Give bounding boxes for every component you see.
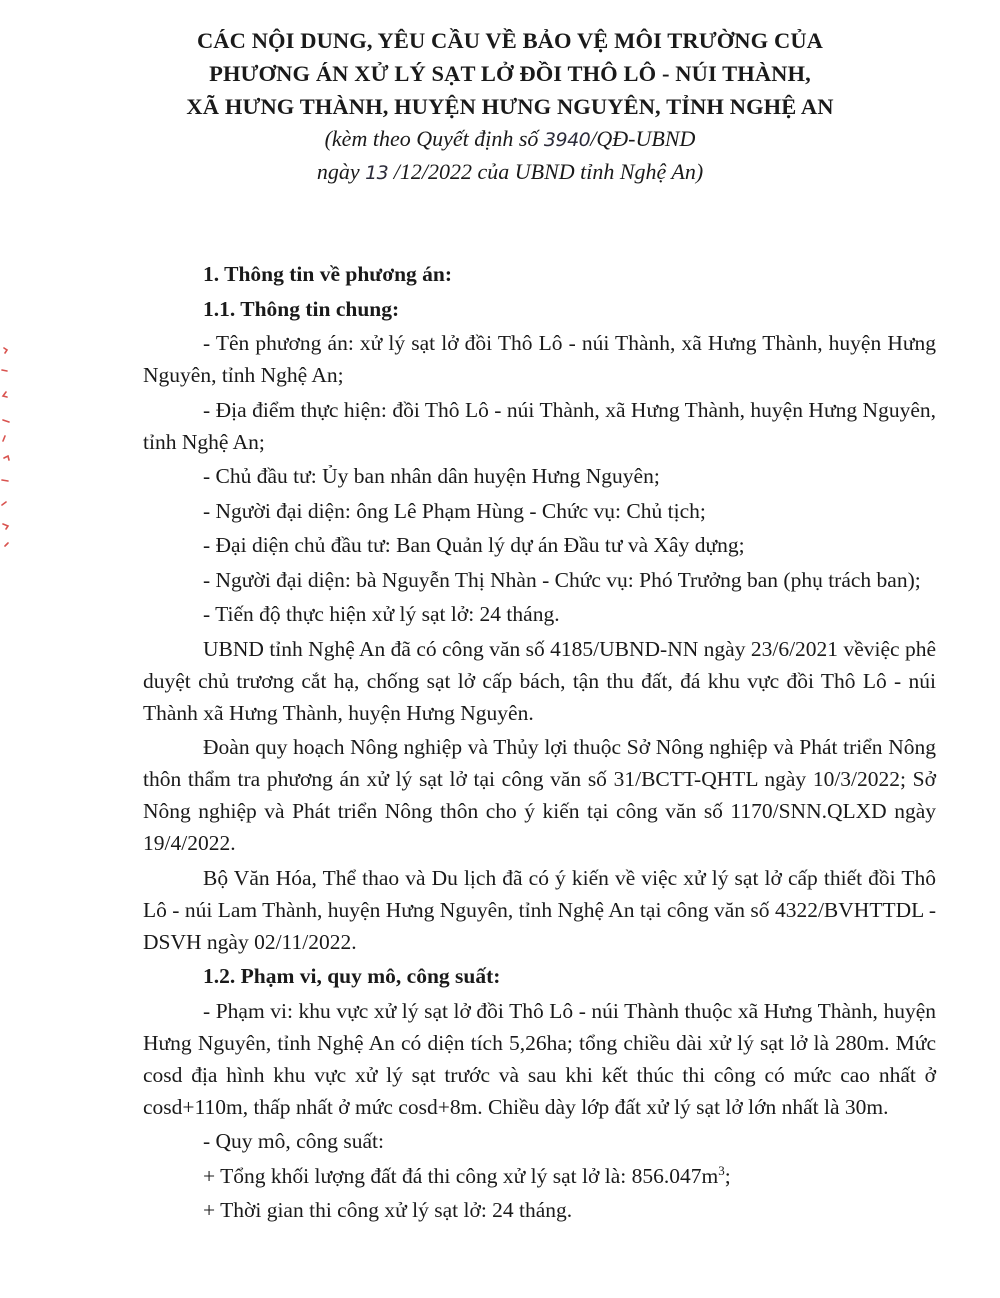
margin-seal-marks: [0, 340, 14, 560]
scale-label: - Quy mô, công suất:: [203, 1129, 384, 1153]
paragraph-ubnd-letter: UBND tỉnh Nghệ An đã có công văn số 4185/UBND-NN ngày 23/6/2021 vềviệc phê duyệt chủ trương cắt hạ, chống sạt lở cấp bách, tận thu đất, đá khu vực đồi Thô Lô - núi Thành xã Hưng Thành, huyện Hưng Nguyên.: [143, 636, 936, 725]
section-1-heading: 1. Thông tin về phương án:: [203, 262, 453, 286]
decision-number-handwritten: 3940: [543, 129, 591, 151]
paragraph-ministry-opinion: Bộ Văn Hóa, Thể thao và Du lịch đã có ý kiến về việc xử lý sạt lở cấp thiết đồi Thô Lô - núi Lam Thành, huyện Hưng Nguyên, tỉnh Nghệ An tại công văn số 4322/BVHTTDL - DSVH ngày 02/11/2022.: [143, 865, 936, 954]
volume-unit-exponent: 3: [718, 1162, 725, 1178]
document-header: [130, 24, 890, 189]
title-line-1: CÁC NỘI DUNG, YÊU CẦU VỀ BẢO VỆ MÔI TRƯỜNG CỦA: [196, 28, 824, 53]
attachment-prefix: (kèm theo Quyết định số: [324, 126, 544, 151]
date-line: [130, 156, 890, 189]
info-item-investor-agent: - Đại diện chủ đầu tư: Ban Quản lý dự án Đầu tư và Xây dựng;: [203, 533, 745, 557]
scope-paragraph: - Phạm vi: khu vực xử lý sạt lở đồi Thô Lô - núi Thành thuộc xã Hưng Thành, huyện Hưng Nguyên, tỉnh Nghệ An có diện tích 5,26ha; tổng chiều dài xử lý sạt lở là 280m. Mức cosd địa hình khu vực xử lý sạt trước và sau khi kết thúc thi công có mức cao nhất ở cosd+110m, thấp nhất ở mức cosd+8m. Chiều dày lớp đất xử lý sạt lở lớn nhất là 30m.: [143, 998, 936, 1119]
info-item-name: - Tên phương án: xử lý sạt lở đồi Thô Lô - núi Thành, xã Hưng Thành, huyện Hưng Nguyên, tỉnh Nghệ An;: [143, 331, 936, 387]
section-1-2-heading: 1.2. Phạm vi, quy mô, công suất:: [203, 964, 501, 988]
attachment-line: [130, 123, 890, 156]
day-handwritten: 13: [365, 162, 389, 184]
info-item-schedule: - Tiến độ thực hiện xử lý sạt lở: 24 tháng.: [203, 602, 560, 626]
volume-end: ;: [724, 1163, 731, 1188]
info-item-investor: - Chủ đầu tư: Ủy ban nhân dân huyện Hưng Nguyên;: [203, 464, 660, 488]
info-item-agent-representative: - Người đại diện: bà Nguyễn Thị Nhàn - Chức vụ: Phó Trưởng ban (phụ trách ban);: [203, 567, 921, 592]
title-line-2: PHƯƠNG ÁN XỬ LÝ SẠT LỞ ĐỒI THÔ LÔ - NÚI THÀNH,: [209, 61, 811, 86]
paragraph-planning-review: Đoàn quy hoạch Nông nghiệp và Thủy lợi thuộc Sở Nông nghiệp và Phát triển Nông thôn thẩm tra phương án xử lý sạt lở tại công văn số 31/BCTT-QHTL ngày 10/3/2022; Sở Nông nghiệp và Phát triển Nông thôn cho ý kiến tại công văn số 1170/SNN.QLXD ngày 19/4/2022.: [143, 735, 936, 855]
document-body: [143, 258, 936, 1229]
info-item-representative: - Người đại diện: ông Lê Phạm Hùng - Chức vụ: Chủ tịch;: [203, 498, 706, 523]
duration-item: + Thời gian thi công xử lý sạt lở: 24 tháng.: [203, 1198, 573, 1222]
section-1-1-heading: 1.1. Thông tin chung:: [203, 296, 400, 321]
info-item-location: - Địa điểm thực hiện: đồi Thô Lô - núi Thành, xã Hưng Thành, huyện Hưng Nguyên, tỉnh Nghệ An;: [143, 397, 936, 454]
volume-text: + Tổng khối lượng đất đá thi công xử lý sạt lở là: 856.047m: [203, 1163, 719, 1188]
title-line-3: XÃ HƯNG THÀNH, HUYỆN HƯNG NGUYÊN, TỈNH NGHỆ AN: [186, 94, 834, 119]
date-prefix: ngày: [316, 159, 366, 184]
date-suffix: /12/2022 của UBND tỉnh Nghệ An): [388, 159, 704, 184]
volume-item: [143, 1160, 936, 1192]
attachment-suffix: /QĐ-UBND: [590, 126, 696, 151]
